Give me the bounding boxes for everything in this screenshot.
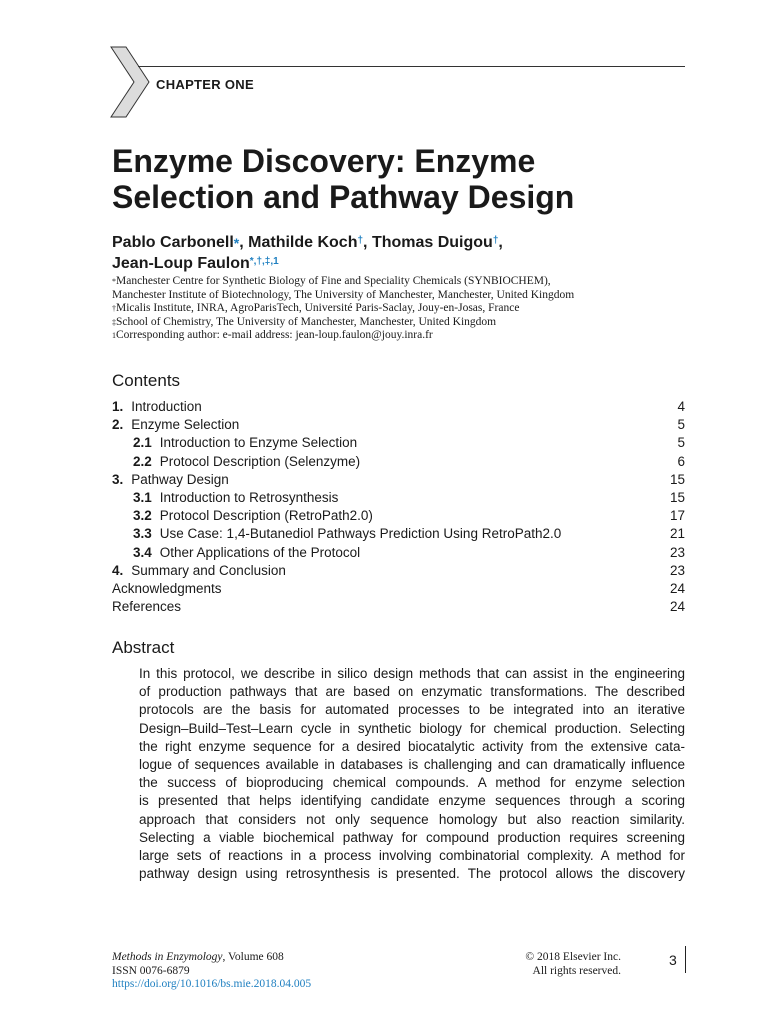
toc-entry[interactable] — [112, 544, 685, 562]
abstract-line: Selecting a viable biochemical pathway for compound production requires screening — [139, 829, 685, 845]
toc-page: 4 — [677, 399, 685, 414]
toc-entry[interactable] — [112, 580, 685, 598]
affiliation-line — [112, 275, 692, 289]
toc-number: 3.3 — [133, 526, 152, 542]
toc-entry[interactable] — [112, 398, 685, 416]
toc-page: 15 — [669, 489, 685, 505]
toc-entry[interactable] — [112, 416, 685, 434]
abstract-line: protocols are the basis for automated processes to be integrated into an iterative — [139, 702, 685, 718]
affiliation-text: School of Chemistry, The University of Manchester, Manchester, United Kingdom — [116, 315, 497, 328]
toc-number: 3. — [112, 471, 124, 487]
abstract-line: Design–Build–Test–Learn cycle in synthetic biology for chemical production. Selecting — [139, 720, 685, 736]
affiliation-line — [112, 329, 692, 343]
author-name: Thomas Duigou — [371, 234, 493, 251]
affiliation-mark[interactable]: * — [233, 235, 240, 251]
toc-number: 2.2 — [133, 453, 152, 469]
author-name: Mathilde Koch — [248, 234, 358, 251]
toc-page: 24 — [669, 580, 685, 596]
toc-page: 23 — [669, 562, 685, 578]
author-line-1 — [112, 232, 692, 253]
toc-page: 5 — [677, 435, 685, 451]
affiliation-text: Micalis Institute, INRA, AgroParisTech, Université Paris-Saclay, Jouy-en-Josas, France — [116, 302, 520, 314]
abstract-body — [139, 665, 685, 883]
author-separator: , — [498, 234, 503, 251]
toc-entry[interactable] — [112, 489, 685, 507]
page-number: 3 — [669, 952, 677, 968]
doi-link[interactable]: https://doi.org/10.1016/bs.mie.2018.04.005 — [112, 978, 312, 990]
affiliation-mark[interactable]: † — [357, 235, 364, 246]
toc-page: 17 — [669, 508, 685, 524]
author-separator: , — [239, 234, 249, 251]
affiliation-marker: 1 — [112, 331, 116, 340]
chapter-chevron-icon — [110, 46, 150, 118]
affiliation-text: Corresponding author: e-mail address: jean-loup.faulon@jouy.inra.fr — [116, 329, 433, 341]
toc-label: Enzyme Selection — [131, 417, 240, 433]
footer-issn: ISSN 0076-6879 — [112, 964, 190, 977]
affiliation-marker: ‡ — [112, 317, 116, 327]
toc-number: 2. — [112, 417, 124, 433]
abstract-line: of production pathways that are based on enzymatic transformations. The described — [139, 684, 685, 700]
toc-entry[interactable] — [112, 562, 685, 580]
toc-number: 1. — [112, 399, 124, 414]
abstract-line: In this protocol, we describe in silico design methods that can assist in the engineering — [139, 666, 685, 681]
toc-number: 3.4 — [133, 544, 152, 560]
toc-label: Use Case: 1,4-Butanediol Pathways Prediction Using RetroPath2.0 — [159, 526, 562, 542]
author-name: Pablo Carbonell — [112, 234, 234, 251]
affiliation-mark[interactable]: *,†,‡,1 — [249, 256, 279, 267]
toc-entry[interactable] — [112, 598, 685, 616]
abstract-line: logue of sequences available in databases is challenging and can dramatically influence — [139, 756, 685, 772]
author-separator: , — [363, 234, 372, 251]
toc-number: 3.1 — [133, 489, 152, 505]
title-line-1: Enzyme Discovery: Enzyme — [112, 143, 536, 179]
author-name: Jean-Loup Faulon — [112, 255, 250, 272]
toc-number: 3.2 — [133, 508, 152, 524]
copyright-line: © 2018 Elsevier Inc. — [525, 951, 621, 963]
toc-page: 24 — [669, 599, 685, 615]
page-number-rule — [685, 946, 686, 973]
affiliation-line — [112, 302, 692, 316]
toc-label: Other Applications of the Protocol — [159, 544, 361, 560]
chapter-rule — [138, 66, 685, 67]
toc-page: 15 — [669, 471, 685, 487]
abstract-line: large sets of reactions in a process involving combinatorial complexity. A method for — [139, 847, 685, 863]
toc-label: Protocol Description (RetroPath2.0) — [159, 508, 373, 524]
toc-entry[interactable] — [112, 453, 685, 471]
affiliation-text: Manchester Institute of Biotechnology, The University of Manchester, Manchester, United Kingdom — [112, 288, 575, 301]
affiliation-text: Manchester Centre for Synthetic Biology of Fine and Speciality Chemicals (SYNBIOCHEM), — [116, 275, 551, 287]
affiliation-marker: * — [112, 277, 116, 286]
footer-citation — [112, 951, 311, 992]
abstract-line: pathway design using retrosynthesis is presented. The protocol allows the discovery — [139, 866, 685, 882]
abstract-line: is presented that helps identifying candidate enzyme sequences through a scoring — [139, 793, 685, 809]
toc-entry[interactable] — [112, 471, 685, 489]
journal-volume: , Volume 608 — [222, 951, 284, 963]
abstract-heading: Abstract — [112, 638, 175, 657]
toc-number: 2.1 — [133, 435, 152, 451]
abstract-line: the success of bioproducing chemical compounds. A method for enzyme selection — [139, 775, 685, 791]
abstract-line: approach that considers not only sequence homology but also reaction similarity. — [139, 811, 685, 827]
affiliations — [112, 275, 692, 343]
abstract-line: the right enzyme sequence for a desired biocatalytic activity from the extensive cata- — [139, 738, 685, 754]
toc-page: 21 — [669, 526, 685, 542]
toc-label: Summary and Conclusion — [131, 562, 286, 578]
footer-copyright — [500, 951, 621, 978]
title-line-2: Selection and Pathway Design — [112, 179, 575, 215]
toc-number: 4. — [112, 562, 124, 578]
toc-label: Introduction to Retrosynthesis — [159, 489, 339, 505]
chapter-title — [112, 143, 692, 215]
affiliation-marker: † — [112, 304, 116, 313]
rights-line: All rights reserved. — [532, 964, 621, 977]
toc-label: References — [112, 599, 182, 615]
journal-name: Methods in Enzymology — [112, 951, 223, 963]
author-list — [112, 232, 692, 274]
chapter-label: CHAPTER ONE — [156, 77, 254, 92]
toc-entry[interactable] — [112, 434, 685, 452]
affiliation-line — [112, 316, 692, 330]
toc-label: Acknowledgments — [112, 580, 222, 596]
toc-label: Introduction — [131, 399, 202, 414]
toc-label: Introduction to Enzyme Selection — [159, 435, 358, 451]
toc-entry[interactable] — [112, 525, 685, 543]
toc-entry[interactable] — [112, 507, 685, 525]
footer-journal-line — [112, 951, 311, 965]
toc-page: 23 — [669, 544, 685, 560]
toc-page: 5 — [677, 417, 685, 433]
contents-heading: Contents — [112, 371, 181, 390]
toc-label: Protocol Description (Selenzyme) — [159, 453, 361, 469]
toc-label: Pathway Design — [131, 471, 229, 487]
affiliation-line — [112, 289, 692, 303]
affiliation-mark[interactable]: † — [492, 235, 499, 246]
toc-page: 6 — [677, 453, 685, 469]
author-line-2 — [112, 253, 692, 274]
table-of-contents — [112, 398, 685, 616]
